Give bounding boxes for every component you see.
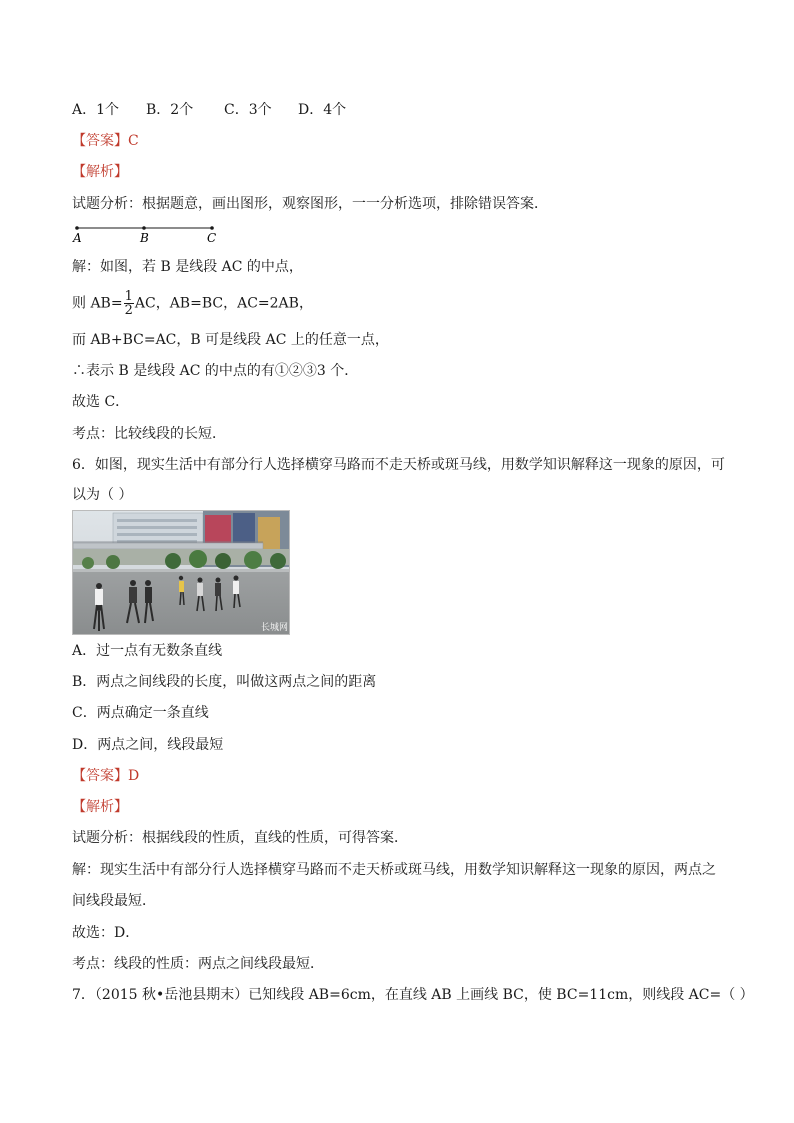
q5-solution-2: [72, 290, 313, 317]
point-a: [75, 226, 79, 230]
sol2-suffix: AC，AB=BC，AC=2AB，: [134, 295, 313, 312]
q5-answer: 【答案】C: [72, 133, 139, 149]
q6-solution-2: 间线段最短．: [72, 893, 156, 909]
q6-choose: 故选：D．: [72, 925, 140, 941]
q6-stem-1: 6．如图，现实生活中有部分行人选择横穿马路而不走天桥或斑马线，用数学知识解释这一现象的原因，可: [72, 457, 725, 473]
q6-option-d: D．两点之间，线段最短: [72, 737, 224, 753]
photo-illustration: [73, 511, 289, 634]
option-d: D．4个: [298, 102, 347, 118]
question-5-options: [72, 100, 346, 120]
q5-analysis-label: 【解析】: [72, 164, 128, 180]
fraction-one-half: [124, 290, 134, 317]
q6-option-a: A．过一点有无数条直线: [72, 643, 223, 659]
point-c: [210, 226, 214, 230]
street-crossing-photo: [72, 510, 290, 635]
q5-analysis: 试题分析：根据题意，画出图形，观察图形，一一分析选项，排除错误答案．: [72, 196, 548, 212]
q6-analysis: 试题分析：根据线段的性质，直线的性质，可得答案．: [72, 830, 408, 846]
sol2-prefix: 则 AB=: [72, 295, 123, 312]
segment-figure: [70, 222, 230, 248]
q6-analysis-label: 【解析】: [72, 799, 128, 815]
q5-choose: 故选 C．: [72, 394, 130, 410]
q6-answer: 【答案】D: [72, 768, 140, 784]
q5-solution-1: 解：如图，若 B 是线段 AC 的中点，: [72, 259, 303, 275]
q6-point: 考点：线段的性质：两点之间线段最短．: [72, 956, 324, 972]
q7-stem: 7．（2015 秋•岳池县期末）已知线段 AB=6cm，在直线 AB 上画线 BC，使 BC=11cm，则线段 AC=（ ）: [72, 987, 754, 1003]
option-a: A．1个: [72, 102, 120, 118]
q6-solution-1: 解：现实生活中有部分行人选择横穿马路而不走天桥或斑马线，用数学知识解释这一现象的原因，两点之: [72, 862, 716, 878]
option-c: C．3个: [224, 102, 272, 118]
q5-solution-3: 而 AB+BC=AC，B 可是线段 AC 上的任意一点，: [72, 332, 389, 348]
point-b: [142, 226, 146, 230]
q6-option-b: B．两点之间线段的长度，叫做这两点之间的距离: [72, 674, 377, 690]
label-c: C: [207, 231, 217, 245]
label-b: B: [140, 231, 149, 245]
fraction-numerator: 1: [124, 289, 133, 304]
q5-solution-4: ∴表示 B 是线段 AC 的中点的有①②③3 个．: [72, 363, 359, 379]
q5-point: 考点：比较线段的长短．: [72, 426, 226, 442]
q6-stem-2: 以为（ ）: [72, 487, 133, 503]
label-a: A: [73, 231, 82, 245]
q6-option-c: C．两点确定一条直线: [72, 705, 209, 721]
option-b: B．2个: [146, 102, 194, 118]
fraction-denominator: 2: [124, 303, 133, 318]
photo-watermark: 长城网: [261, 623, 289, 633]
